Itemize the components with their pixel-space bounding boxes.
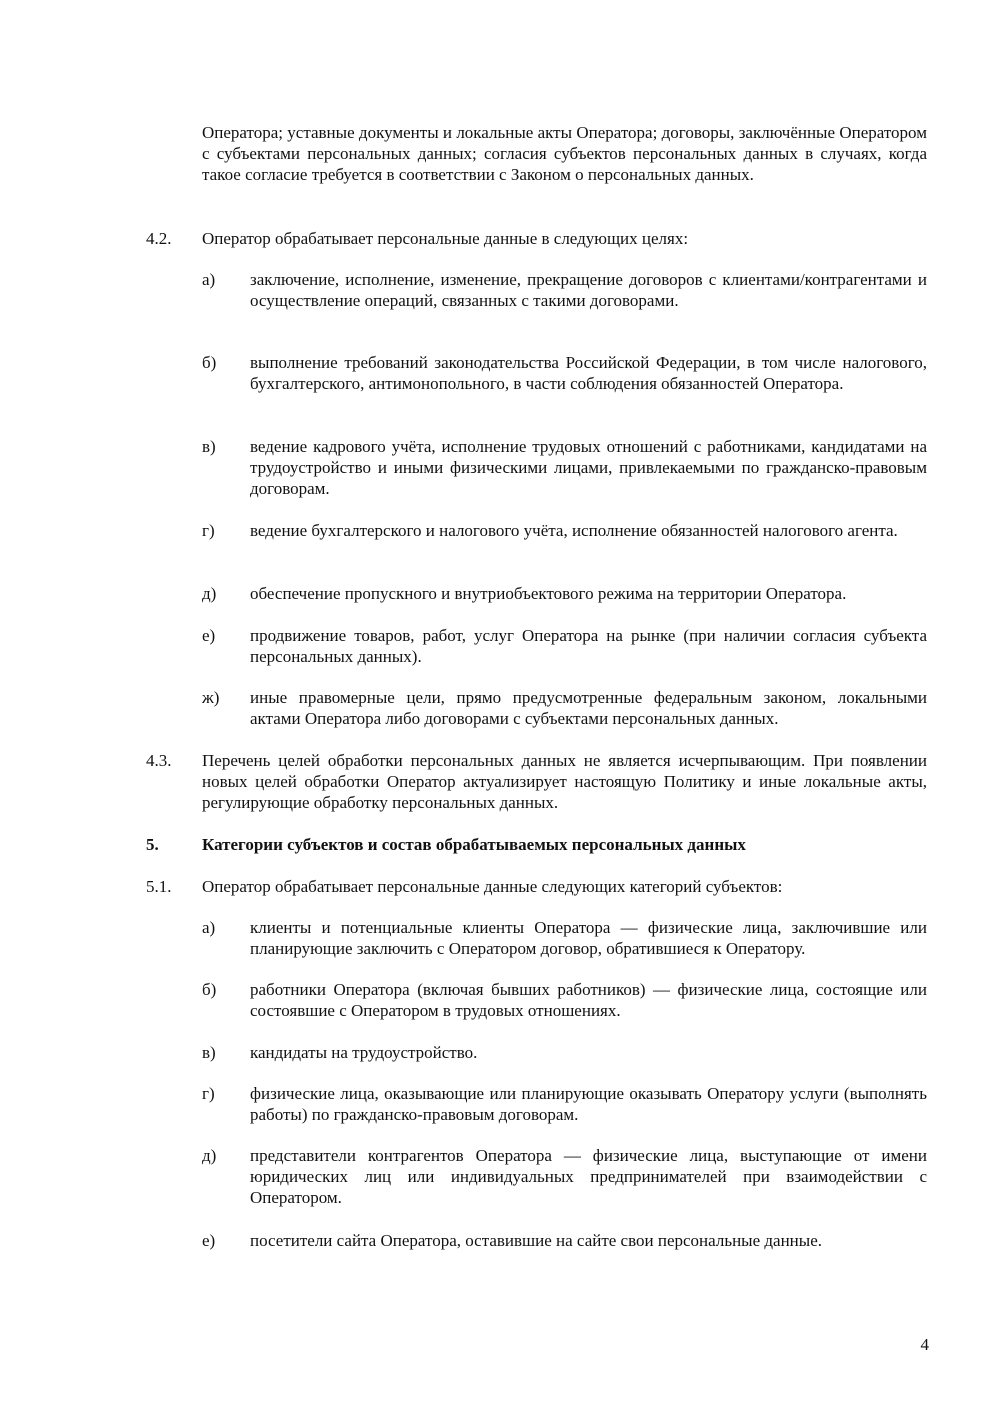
list-item-text: продвижение товаров, работ, услуг Оператора на рынке (при наличии согласия субъекта персональных данных). xyxy=(250,626,927,666)
list-item-letter: д) xyxy=(202,1146,217,1165)
list-item-text: иные правомерные цели, прямо предусмотренные федеральным законом, локальными актами Оператора либо договорами с субъектами персональных данных. xyxy=(250,688,927,728)
list-item-text: ведение бухгалтерского и налогового учёта, исполнение обязанностей налогового агента. xyxy=(250,521,898,540)
list-item-text: физические лица, оказывающие или планирующие оказывать Оператору услуги (выполнять работы) по гражданско-правовым договорам. xyxy=(250,1084,927,1124)
list-item-letter: д) xyxy=(202,584,217,603)
list-item-text: работники Оператора (включая бывших работников) — физические лица, состоящие или состоявшие с Оператором в трудовых отношениях. xyxy=(250,980,927,1020)
list-item-text: представители контрагентов Оператора — физические лица, выступающие от имени юридических лиц или индивидуальных предпринимателей при взаимодействии с Оператором. xyxy=(250,1146,927,1207)
section-title: Категории субъектов и состав обрабатываемых персональных данных xyxy=(202,835,746,854)
clause-text: Оператор обрабатывает персональные данные следующих категорий субъектов: xyxy=(202,877,783,896)
clause-text: Оператор обрабатывает персональные данные в следующих целях: xyxy=(202,229,689,248)
list-item-letter: а) xyxy=(202,270,216,289)
list-item-text: клиенты и потенциальные клиенты Оператора — физические лица, заключившие или планирующие заключить с Оператором договор, обратившиеся к Оператору. xyxy=(250,918,927,958)
list-item-text: заключение, исполнение, изменение, прекращение договоров с клиентами/контрагентами и осуществление операций, связанных с такими договорами. xyxy=(250,270,927,310)
clause-number: 4.2. xyxy=(146,229,172,248)
list-item-text: ведение кадрового учёта, исполнение трудовых отношений с работниками, кандидатами на трудоустройство и иными физическими лицами, привлекаемыми по гражданско-правовым договорам. xyxy=(250,437,927,498)
list-item-letter: а) xyxy=(202,918,216,937)
list-item-letter: е) xyxy=(202,626,216,645)
page-number: 4 xyxy=(920,1335,929,1354)
list-item-letter: ж) xyxy=(202,688,220,707)
list-item-letter: е) xyxy=(202,1231,216,1250)
clause-number: 4.3. xyxy=(146,751,172,770)
clause-number: 5.1. xyxy=(146,877,172,896)
section-number: 5. xyxy=(146,835,159,854)
list-item-letter: б) xyxy=(202,353,217,372)
list-item-letter: г) xyxy=(202,521,215,540)
continuation-paragraph: Оператора; уставные документы и локальные акты Оператора; договоры, заключённые Оператором с субъектами персональных данных; согласия субъектов персональных данных в случаях, когда такое согласие требуется в соответствии с Законом о персональных данных. xyxy=(202,123,927,184)
clause-text: Перечень целей обработки персональных данных не является исчерпывающим. При появлении новых целей обработки Оператор актуализирует настоящую Политику и иные локальные акты, регулирующие обработку персональных данных. xyxy=(202,751,927,812)
list-item-text: обеспечение пропускного и внутриобъектового режима на территории Оператора. xyxy=(250,584,847,603)
list-item-letter: в) xyxy=(202,437,216,456)
list-item-letter: б) xyxy=(202,980,217,999)
list-item-text: кандидаты на трудоустройство. xyxy=(250,1043,478,1062)
list-item-letter: в) xyxy=(202,1043,216,1062)
list-item-text: посетители сайта Оператора, оставившие на сайте свои персональные данные. xyxy=(250,1231,822,1250)
list-item-text: выполнение требований законодательства Российской Федерации, в том числе налогового, бухгалтерского, антимонопольного, в части соблюдения обязанностей Оператора. xyxy=(250,353,927,393)
list-item-letter: г) xyxy=(202,1084,215,1103)
